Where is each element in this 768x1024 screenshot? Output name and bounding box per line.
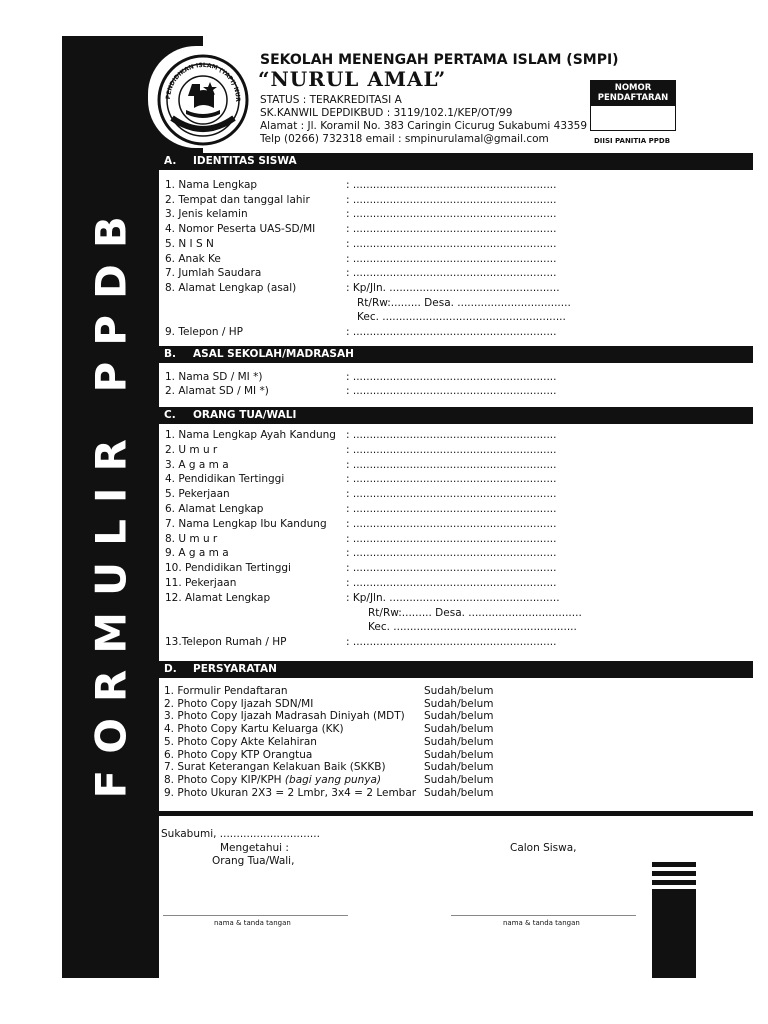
field-input[interactable]: : Kp/Jln. ................................................... bbox=[346, 591, 560, 604]
requirement-text: 2. Photo Copy Ijazah SDN/MI bbox=[164, 697, 314, 710]
field-input[interactable]: : ............................................................. bbox=[346, 488, 557, 501]
requirement-status[interactable]: Sudah/belum bbox=[424, 748, 494, 761]
section-letter: C. bbox=[164, 409, 176, 421]
field-label: 11. Pekerjaan bbox=[165, 577, 237, 589]
field-input[interactable]: : ............................................................. bbox=[346, 562, 557, 575]
field-input[interactable]: : ............................................................. bbox=[346, 429, 557, 441]
field-input[interactable]: Rt/Rw:......... Desa. .................................. bbox=[357, 296, 571, 309]
field-label: 7. Nama Lengkap Ibu Kandung bbox=[165, 517, 327, 530]
school-logo bbox=[148, 48, 258, 148]
school-status: STATUS : TERAKREDITASI A bbox=[260, 94, 402, 106]
section-a-header bbox=[140, 153, 753, 170]
field-input[interactable]: : ............................................................. bbox=[346, 443, 557, 456]
requirement-status[interactable]: Sudah/belum bbox=[424, 773, 494, 786]
field-label: 5. Pekerjaan bbox=[165, 488, 230, 501]
section-letter: B. bbox=[164, 348, 176, 360]
side-title bbox=[62, 36, 159, 978]
registration-box bbox=[590, 80, 676, 131]
field-input[interactable]: Kec. ....................................................... bbox=[368, 621, 577, 634]
field-label: 6. Anak Ke bbox=[165, 252, 221, 265]
requirement-status[interactable]: Sudah/belum bbox=[424, 697, 494, 710]
requirement-text: 3. Photo Copy Ijazah Madrasah Diniyah (MDT) bbox=[164, 710, 405, 723]
requirement-status[interactable]: Sudah/belum bbox=[424, 735, 494, 748]
field-label: 3. A g a m a bbox=[165, 458, 229, 471]
school-address: Alamat : Jl. Koramil No. 383 Caringin Cicurug Sukabumi 43359 bbox=[260, 120, 588, 132]
decor-bar bbox=[652, 862, 696, 867]
field-label: 1. Nama SD / MI *) bbox=[165, 371, 263, 383]
field-input[interactable]: Rt/Rw:......... Desa. .................................. bbox=[368, 606, 582, 619]
acknowledge-label: Mengetahui : bbox=[220, 842, 289, 854]
school-name: SEKOLAH MENENGAH PERTAMA ISLAM (SMPI) bbox=[260, 52, 619, 68]
section-letter: D. bbox=[164, 663, 177, 675]
requirement-status[interactable]: Sudah/belum bbox=[424, 723, 494, 736]
field-input[interactable]: : ............................................................. bbox=[346, 547, 557, 560]
field-label: 1. Nama Lengkap bbox=[165, 179, 258, 191]
field-input[interactable]: : ............................................................. bbox=[346, 179, 557, 191]
field-input[interactable]: : ............................................................. bbox=[346, 503, 557, 515]
parent-signature-line[interactable] bbox=[163, 915, 348, 916]
field-input[interactable]: : ............................................................. bbox=[346, 326, 557, 338]
requirement-status[interactable]: Sudah/belum bbox=[424, 710, 494, 723]
field-label: 9. A g a m a bbox=[165, 547, 229, 560]
field-input[interactable]: : ............................................................. bbox=[346, 385, 557, 397]
registration-label-line1: NOMOR bbox=[614, 83, 652, 93]
decor-bar bbox=[652, 871, 696, 876]
requirement-text: 8. Photo Copy KIP/KPH bbox=[164, 773, 282, 786]
section-b-header bbox=[140, 346, 753, 363]
signature-divider bbox=[140, 811, 753, 816]
field-input[interactable]: : ............................................................. bbox=[346, 532, 557, 545]
decor-block bbox=[652, 889, 696, 978]
parent-signature-caption: nama & tanda tangan bbox=[214, 919, 291, 927]
requirement-text: 7. Surat Keterangan Kelakuan Baik (SKKB) bbox=[164, 761, 386, 774]
field-input[interactable]: : ............................................................. bbox=[346, 223, 557, 236]
student-signature-line[interactable] bbox=[451, 915, 636, 916]
section-title: ASAL SEKOLAH/MADRASAH bbox=[193, 348, 354, 360]
field-label: 8. Alamat Lengkap (asal) bbox=[165, 281, 297, 294]
place-date: Sukabumi, .............................. bbox=[161, 828, 320, 840]
field-label: 9. Telepon / HP bbox=[165, 326, 244, 338]
section-title: ORANG TUA/WALI bbox=[193, 409, 297, 421]
field-input[interactable]: : ............................................................. bbox=[346, 237, 557, 250]
requirement-text: 9. Photo Ukuran 2X3 = 2 Lmbr, 3x4 = 2 Lembar bbox=[164, 786, 417, 799]
requirement-note: (bagi yang punya) bbox=[281, 773, 382, 786]
field-label: 4. Nomor Peserta UAS-SD/MI bbox=[165, 223, 316, 236]
section-title: IDENTITAS SISWA bbox=[193, 155, 297, 167]
field-input[interactable]: : ............................................................. bbox=[346, 473, 557, 486]
field-label: 2. Alamat SD / MI *) bbox=[165, 385, 269, 397]
field-input[interactable]: : ............................................................. bbox=[346, 267, 557, 280]
field-label: 4. Pendidikan Tertinggi bbox=[165, 473, 285, 486]
student-signature-caption: nama & tanda tangan bbox=[503, 919, 580, 927]
parent-label: Orang Tua/Wali, bbox=[212, 855, 295, 867]
field-label: 8. U m u r bbox=[165, 532, 218, 545]
field-label: 12. Alamat Lengkap bbox=[165, 591, 271, 604]
requirement-status[interactable]: Sudah/belum bbox=[424, 685, 494, 697]
field-input[interactable]: : Kp/Jln. ................................................... bbox=[346, 281, 560, 294]
requirement-status[interactable]: Sudah/belum bbox=[424, 786, 494, 799]
field-label: 6. Alamat Lengkap bbox=[165, 503, 264, 515]
field-label: 5. N I S N bbox=[165, 237, 214, 250]
registration-note: DIISI PANITIA PPDB bbox=[593, 137, 671, 145]
side-title-text: FORMULIR PPDB bbox=[86, 200, 136, 799]
requirement-text: 1. Formulir Pendaftaran bbox=[164, 685, 288, 697]
school-brand: “NURUL AMAL” bbox=[258, 67, 447, 91]
requirement-text: 6. Photo Copy KTP Orangtua bbox=[164, 748, 313, 761]
field-input[interactable]: : ............................................................. bbox=[346, 577, 557, 589]
section-c-header bbox=[140, 407, 753, 424]
field-input[interactable]: : ............................................................. bbox=[346, 636, 557, 649]
requirement-label bbox=[164, 786, 416, 800]
requirement-text: 5. Photo Copy Akte Kelahiran bbox=[164, 735, 317, 748]
school-logo-icon bbox=[148, 48, 258, 148]
school-sk: SK.KANWIL DEPDIKBUD : 3119/102.1/KEP/OT/99 bbox=[260, 107, 513, 119]
section-title: PERSYARATAN bbox=[193, 663, 277, 675]
field-input[interactable]: : ............................................................. bbox=[346, 252, 557, 265]
registration-number-field[interactable] bbox=[591, 105, 675, 130]
registration-label-line2: PENDAFTARAN bbox=[597, 93, 669, 103]
field-input[interactable]: : ............................................................. bbox=[346, 208, 557, 221]
logo-ring-text: PENDIDIKAN ISLAM (YAPI) NUR bbox=[164, 61, 242, 102]
registration-label bbox=[591, 81, 675, 105]
field-label: 7. Jumlah Saudara bbox=[165, 267, 262, 280]
requirement-status[interactable]: Sudah/belum bbox=[424, 761, 494, 774]
field-label: 1. Nama Lengkap Ayah Kandung bbox=[165, 429, 336, 441]
school-contact: Telp (0266) 732318 email : smpinurulamal@gmail.com bbox=[260, 133, 549, 145]
field-label: 2. U m u r bbox=[165, 443, 218, 456]
field-input[interactable]: : ............................................................. bbox=[346, 517, 557, 530]
field-input[interactable]: : ............................................................. bbox=[346, 193, 557, 206]
field-label: 2. Tempat dan tanggal lahir bbox=[165, 193, 310, 206]
section-d-header bbox=[140, 661, 753, 678]
field-label: 10. Pendidikan Tertinggi bbox=[165, 562, 291, 575]
requirement-text: 4. Photo Copy Kartu Keluarga (KK) bbox=[164, 723, 344, 736]
field-input[interactable]: : ............................................................. bbox=[346, 371, 557, 383]
sidebar-band bbox=[62, 36, 159, 978]
field-label: 13.Telepon Rumah / HP bbox=[165, 636, 287, 649]
field-label: 3. Jenis kelamin bbox=[165, 208, 248, 221]
decor-bar bbox=[652, 880, 696, 885]
field-input[interactable]: Kec. ....................................................... bbox=[357, 311, 566, 324]
section-letter: A. bbox=[164, 155, 177, 167]
field-input[interactable]: : ............................................................. bbox=[346, 458, 557, 471]
student-label: Calon Siswa, bbox=[510, 842, 577, 854]
